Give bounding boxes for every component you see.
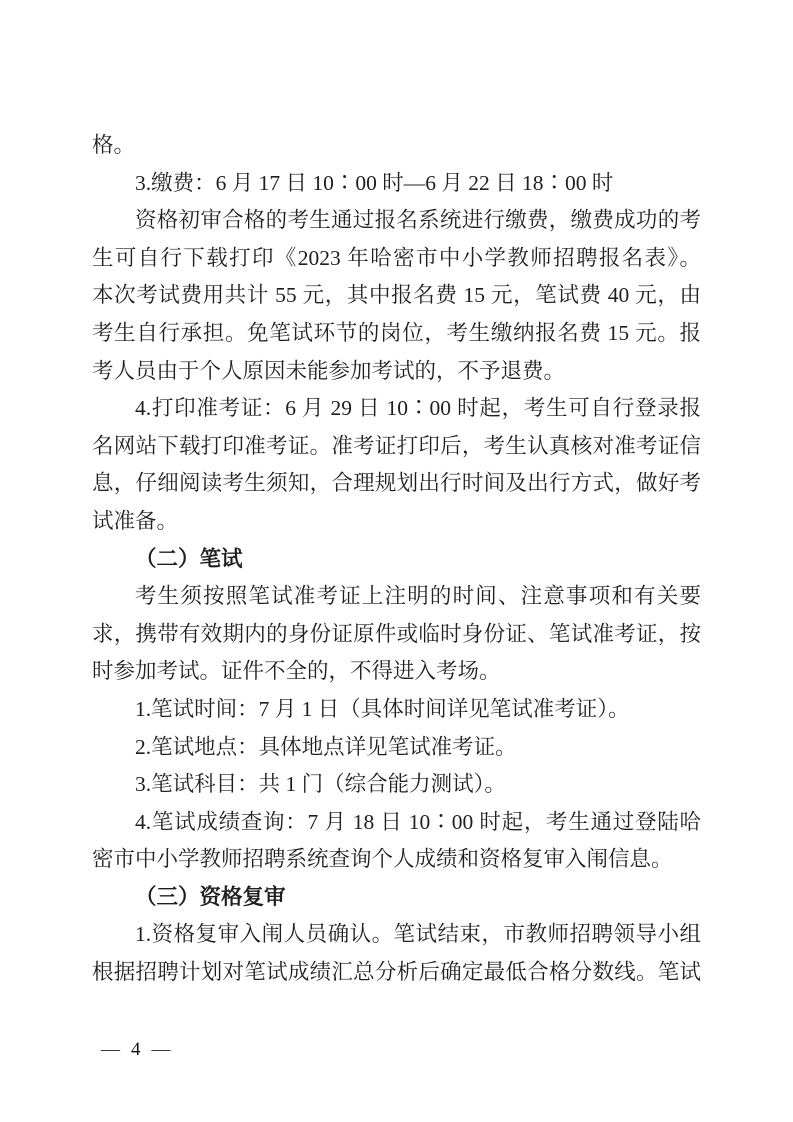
text-line: 名网站下载打印准考证。准考证打印后，考生认真核对准考证信 — [92, 433, 701, 458]
text-line: 1.笔试时间：7 月 1 日（具体时间详见笔试准考证）。 — [135, 696, 630, 721]
page-footer — [101, 1037, 171, 1063]
text-line: （二）笔试 — [135, 546, 243, 571]
text-line: 2.笔试地点：具体地点详见笔试准考证。 — [135, 734, 517, 759]
text-line: 密市中小学教师招聘系统查询个人成绩和资格复审入闱信息。 — [92, 847, 673, 872]
text-line: 本次考试费用共计 55 元，其中报名费 15 元，笔试费 40 元，由 — [92, 283, 701, 308]
text-line: 4.笔试成绩查询：7 月 18 日 10∶00 时起，考生通过登陆哈 — [135, 809, 701, 834]
text-line: 求，携带有效期内的身份证原件或临时身份证、笔试准考证，按 — [92, 621, 701, 646]
text-line: 息，仔细阅读考生须知，合理规划出行时间及出行方式，做好考 — [92, 471, 701, 496]
text-line: 考人员由于个人原因未能参加考试的，不予退费。 — [92, 358, 566, 383]
text-line: 3.缴费：6 月 17 日 10∶00 时—6 月 22 日 18∶00 时 — [135, 170, 614, 195]
text-line: 生可自行下载打印《2023 年哈密市中小学教师招聘报名表》。 — [92, 245, 701, 270]
document-body — [92, 127, 701, 992]
text-line: 考生自行承担。免笔试环节的岗位，考生缴纳报名费 15 元。报 — [92, 320, 701, 345]
text-line: （三）资格复审 — [135, 884, 286, 909]
text-line: 资格初审合格的考生通过报名系统进行缴费，缴费成功的考 — [135, 208, 701, 233]
text-line: 根据招聘计划对笔试成绩汇总分析后确定最低合格分数线。笔试 — [92, 960, 701, 985]
footer-dash-right: — — [151, 1039, 171, 1060]
page-number: 4 — [131, 1039, 141, 1060]
text-line: 时参加考试。证件不全的，不得进入考场。 — [92, 659, 501, 684]
footer-dash-left: — — [101, 1039, 120, 1060]
text-line: 1.资格复审入闱人员确认。笔试结束，市教师招聘领导小组 — [135, 922, 701, 947]
text-line: 考生须按照笔试准考证上注明的时间、注意事项和有关要 — [135, 584, 701, 609]
text-line: 3.笔试科目：共 1 门（综合能力测试）。 — [135, 772, 506, 797]
text-line: 试准备。 — [92, 508, 179, 533]
text-line: 4.打印准考证：6 月 29 日 10∶00 时起，考生可自行登录报 — [135, 396, 701, 421]
text-line: 格。 — [92, 133, 136, 157]
